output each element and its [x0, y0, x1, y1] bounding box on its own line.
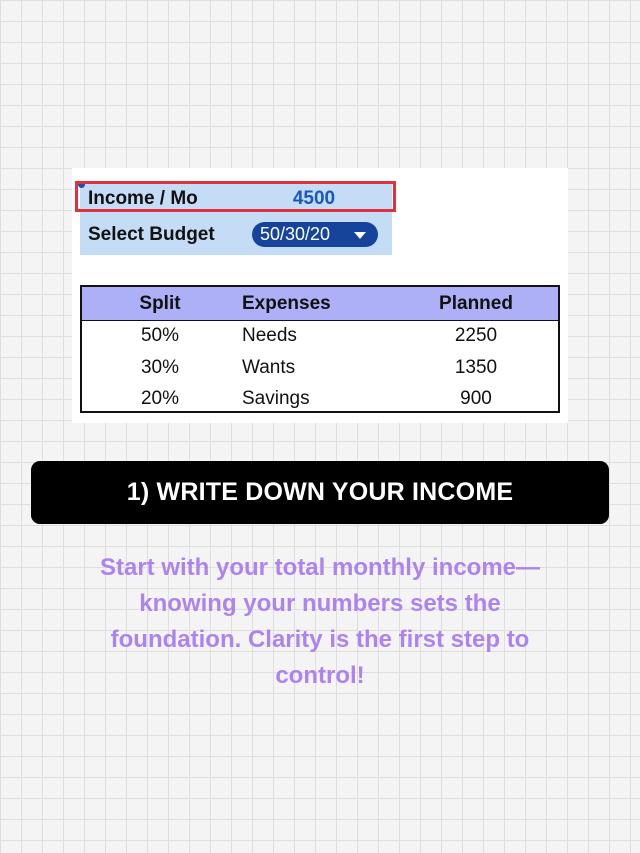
- step-title-banner: [31, 461, 609, 524]
- description-line-2: knowing your numbers sets the: [139, 590, 501, 617]
- description-line-3: foundation. Clarity is the first step to: [110, 626, 530, 653]
- row-1-planned: 2250: [454, 325, 498, 346]
- budget-dropdown[interactable]: [252, 222, 378, 247]
- row-3-split: 20%: [140, 388, 180, 409]
- budget-split-table: [80, 285, 560, 413]
- row-3-expense: Savings: [242, 388, 310, 409]
- description-line-4: control!: [275, 662, 365, 689]
- description-line-1: Start with your total monthly income—: [99, 554, 541, 581]
- header-planned: Planned: [439, 293, 513, 314]
- row-2-split: 30%: [140, 357, 180, 378]
- income-label: Income / Mo: [88, 188, 198, 209]
- table-header-row: [82, 287, 558, 321]
- income-value-cell[interactable]: 4500: [292, 188, 336, 209]
- chevron-down-icon: [354, 232, 366, 239]
- row-1-expense: Needs: [242, 325, 297, 346]
- select-budget-label: Select Budget: [88, 224, 215, 245]
- row-2-expense: Wants: [242, 357, 296, 378]
- header-split: Split: [139, 293, 181, 314]
- row-1-split: 50%: [140, 325, 180, 346]
- header-expenses: Expenses: [242, 293, 331, 314]
- step-title: 1) WRITE DOWN YOUR INCOME: [126, 478, 514, 506]
- row-2-planned: 1350: [454, 357, 498, 378]
- budget-dropdown-value: 50/30/20: [260, 224, 331, 244]
- row-3-planned: 900: [460, 388, 492, 409]
- step-description: [40, 550, 600, 694]
